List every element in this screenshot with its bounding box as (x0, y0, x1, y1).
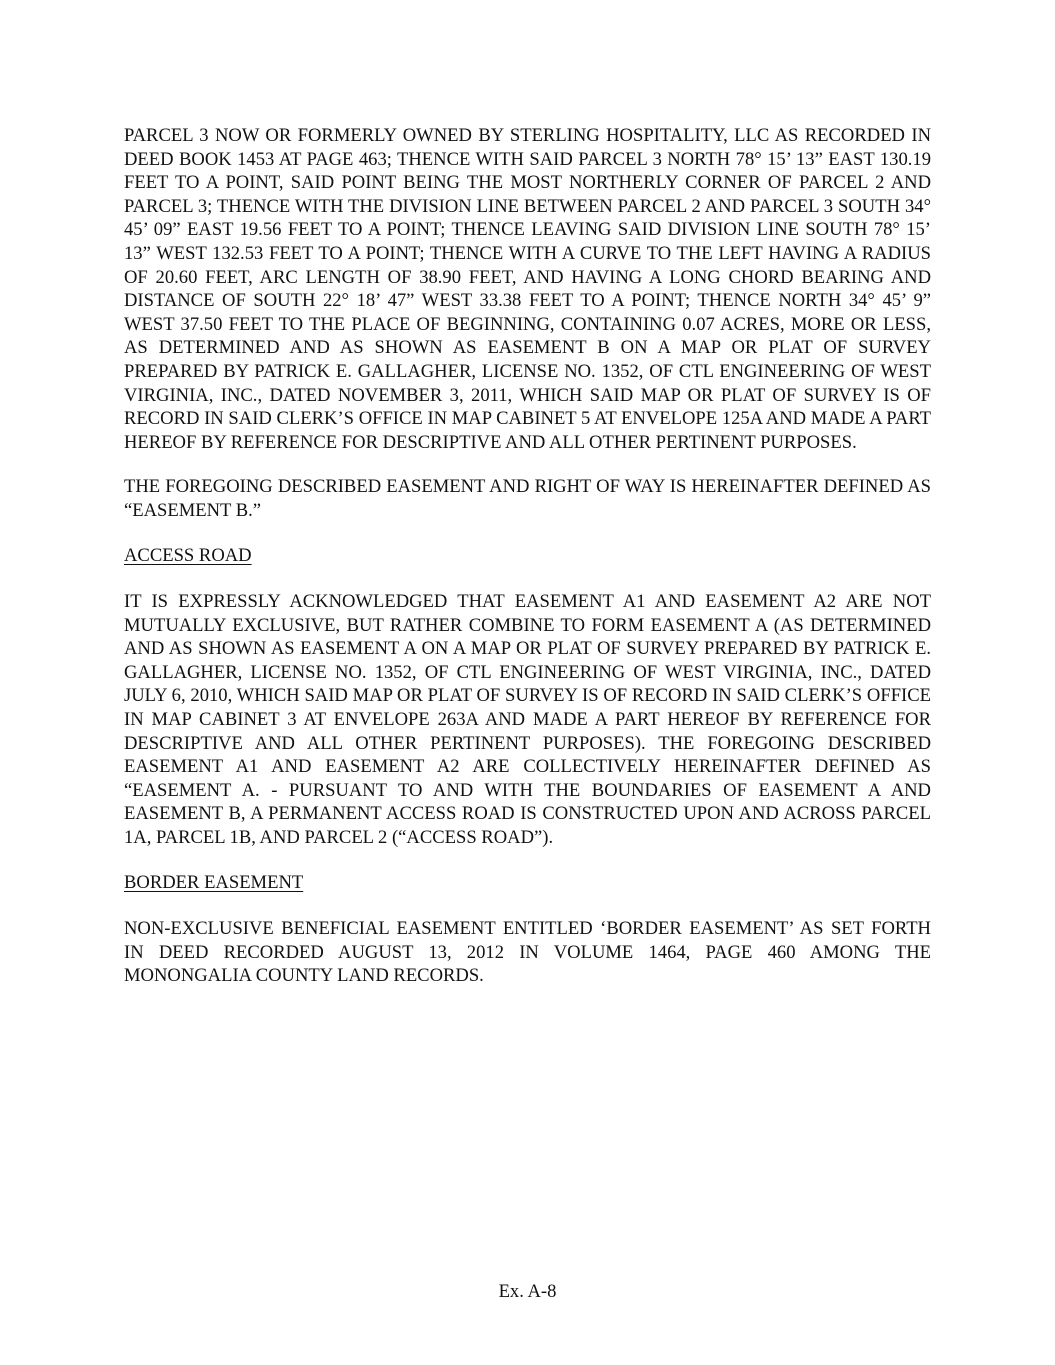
page-footer: Ex. A-8 (498, 1281, 557, 1302)
paragraph-easement-b-definition: THE FOREGOING DESCRIBED EASEMENT AND RIGHT OF WAY IS HEREINAFTER DEFINED AS “EASEMENT B.” (124, 476, 931, 521)
paragraph-border-easement: NON-EXCLUSIVE BENEFICIAL EASEMENT ENTITLED ‘BORDER EASEMENT’ AS SET FORTH IN DEED RECORDED AUGUST 13, 2012 IN VOLUME 1464, PAGE 460 AMONG THE MONONGALIA COUNTY LAND RECORDS. (124, 918, 931, 987)
document-body (124, 124, 931, 1009)
heading-border-easement: BORDER EASEMENT (124, 871, 304, 893)
paragraph-parcel-3-description: PARCEL 3 NOW OR FORMERLY OWNED BY STERLING HOSPITALITY, LLC AS RECORDED IN DEED BOOK 1453 AT PAGE 463; THENCE WITH SAID PARCEL 3 NORTH 78° 15’ 13” EAST 130.19 FEET TO A POINT, SAID POINT BEING THE MOST NORTHERLY CORNER OF PARCEL 2 AND PARCEL 3; THENCE WITH THE DIVISION LINE BETWEEN PARCEL 2 AND PARCEL 3 SOUTH 34° 45’ 09” EAST 19.56 FEET TO A POINT; THENCE LEAVING SAID DIVISION LINE SOUTH 78° 15’ 13” WEST 132.53 FEET TO A POINT; THENCE WITH A CURVE TO THE LEFT HAVING A RADIUS OF 20.60 FEET, ARC LENGTH OF 38.90 FEET, AND HAVING A LONG CHORD BEARING AND DISTANCE OF SOUTH 22° 18’ 47” WEST 33.38 FEET TO A POINT; THENCE NORTH 34° 45’ 9” WEST 37.50 FEET TO THE PLACE OF BEGINNING, CONTAINING 0.07 ACRES, MORE OR LESS, AS DETERMINED AND AS SHOWN AS EASEMENT B ON A MAP OR PLAT OF SURVEY PREPARED BY PATRICK E. GALLAGHER, LICENSE NO. 1352, OF CTL ENGINEERING OF WEST VIRGINIA, INC., DATED NOVEMBER 3, 2011, WHICH SAID MAP OR PLAT OF SURVEY IS OF RECORD IN SAID CLERK’S OFFICE IN MAP CABINET 5 AT ENVELOPE 125A AND MADE A PART HEREOF BY REFERENCE FOR DESCRIPTIVE AND ALL OTHER PERTINENT PURPOSES. (124, 125, 931, 453)
paragraph-access-road: IT IS EXPRESSLY ACKNOWLEDGED THAT EASEMENT A1 AND EASEMENT A2 ARE NOT MUTUALLY EXCLUSIVE, BUT RATHER COMBINE TO FORM EASEMENT A (AS DETERMINED AND AS SHOWN AS EASEMENT A ON A MAP OR PLAT OF SURVEY PREPARED BY PATRICK E. GALLAGHER, LICENSE NO. 1352, OF CTL ENGINEERING OF WEST VIRGINIA, INC., DATED JULY 6, 2010, WHICH SAID MAP OR PLAT OF SURVEY IS OF RECORD IN SAID CLERK’S OFFICE IN MAP CABINET 3 AT ENVELOPE 263A AND MADE A PART HEREOF BY REFERENCE FOR DESCRIPTIVE AND ALL OTHER PERTINENT PURPOSES). THE FOREGOING DESCRIBED EASEMENT A1 AND EASEMENT A2 ARE COLLECTIVELY HEREINAFTER DEFINED AS “EASEMENT A. - PURSUANT TO AND WITH THE BOUNDARIES OF EASEMENT A AND EASEMENT B, A PERMANENT ACCESS ROAD IS CONSTRUCTED UPON AND ACROSS PARCEL 1A, PARCEL 1B, AND PARCEL 2 (“ACCESS ROAD”). (124, 591, 931, 849)
heading-access-road: ACCESS ROAD (124, 544, 252, 566)
